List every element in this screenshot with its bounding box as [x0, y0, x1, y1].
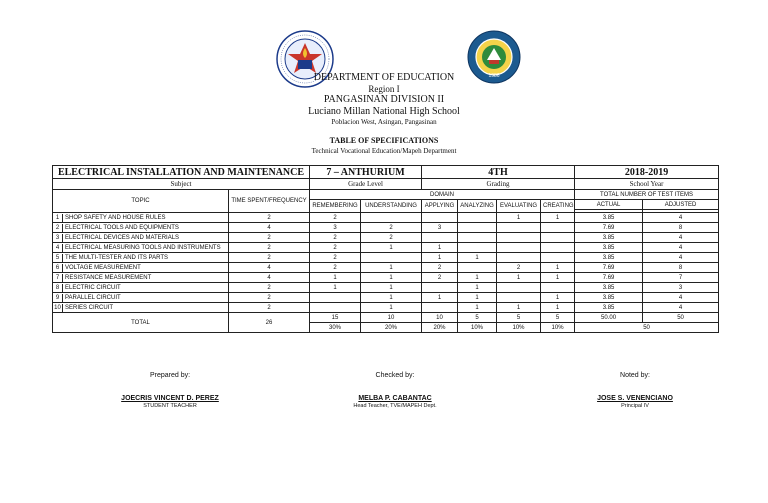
totals-row — [53, 313, 719, 323]
topic-name: SHOP SAFETY AND HOUSE RULES — [65, 214, 166, 221]
topic-cell — [53, 303, 229, 313]
topic-name: THE MULTI-TESTER AND ITS PARTS — [65, 254, 169, 261]
applying-cell: 3 — [422, 223, 458, 233]
total-adjusted: 50 — [643, 313, 719, 323]
signature-noted — [565, 372, 705, 409]
topic-header: TOPIC — [53, 190, 229, 213]
time-cell: 2 — [229, 243, 310, 253]
school-name: Luciano Millan National High School — [308, 106, 460, 117]
adjusted-cell: 4 — [643, 213, 719, 223]
topic-cell — [53, 233, 229, 243]
topic-number: 8 — [53, 284, 63, 292]
checked-by-label: Checked by: — [375, 372, 415, 379]
evaluating-cell: 1 — [497, 303, 541, 313]
evaluating-cell: 1 — [497, 273, 541, 283]
evaluating-cell — [497, 293, 541, 303]
creating-cell: 1 — [541, 293, 575, 303]
topic-number: 10 — [53, 304, 63, 312]
evaluating-cell: 2 — [497, 263, 541, 273]
analyzing-cell: 1 — [458, 283, 497, 293]
topic-number: 5 — [53, 254, 63, 262]
time-cell: 2 — [229, 283, 310, 293]
grade-level-caption: Grade Level — [310, 179, 422, 190]
topic-cell — [53, 283, 229, 293]
evaluating-cell — [497, 223, 541, 233]
time-cell: 2 — [229, 303, 310, 313]
remembering-header: REMEMBERING — [310, 200, 361, 213]
total-time: 26 — [229, 313, 310, 333]
actual-cell: 3.85 — [575, 293, 643, 303]
analyzing-cell — [458, 233, 497, 243]
adjusted-cell: 4 — [643, 243, 719, 253]
actual-cell: 7.69 — [575, 273, 643, 283]
items-total: 50 — [575, 323, 719, 333]
grading-caption: Grading — [422, 179, 575, 190]
adjusted-cell: 8 — [643, 223, 719, 233]
applying-cell: 2 — [422, 263, 458, 273]
table-row — [53, 283, 719, 293]
topic-number: 6 — [53, 264, 63, 272]
analyzing-cell — [458, 213, 497, 223]
checked-by-name: MELBA P. CABANTAC — [358, 395, 432, 402]
table-of-specifications — [52, 165, 719, 333]
pct-analyzing: 10% — [458, 323, 497, 333]
applying-cell: 2 — [422, 273, 458, 283]
pct-evaluating: 10% — [497, 323, 541, 333]
table-row — [53, 233, 719, 243]
understanding-cell: 1 — [361, 243, 422, 253]
topic-name: ELECTRICAL DEVICES AND MATERIALS — [65, 234, 180, 241]
actual-cell: 3.85 — [575, 283, 643, 293]
applying-cell — [422, 213, 458, 223]
signature-checked — [320, 372, 470, 409]
topic-name: ELECTRICAL TOOLS AND EQUIPMENTS — [65, 224, 179, 231]
remembering-cell: 2 — [310, 213, 361, 223]
creating-cell: 1 — [541, 263, 575, 273]
evaluating-header: EVALUATING — [497, 200, 541, 213]
topic-cell — [53, 243, 229, 253]
applying-cell — [422, 303, 458, 313]
analyzing-cell — [458, 243, 497, 253]
creating-cell — [541, 283, 575, 293]
actual-cell: 3.85 — [575, 243, 643, 253]
analyzing-header: ANALYZING — [458, 200, 497, 213]
school-year-value: 2018-2019 — [575, 166, 719, 179]
understanding-cell — [361, 213, 422, 223]
topic-number: 3 — [53, 234, 63, 242]
checked-by-title: Head Teacher, TVE/MAPEH Dept. — [353, 403, 437, 409]
topic-cell — [53, 273, 229, 283]
time-cell: 2 — [229, 253, 310, 263]
adjusted-header: ADJUSTED — [643, 200, 719, 210]
topic-name: RESISTANCE MEASUREMENT — [65, 274, 152, 281]
understanding-cell — [361, 253, 422, 263]
table-row — [53, 243, 719, 253]
actual-cell: 3.85 — [575, 253, 643, 263]
table-row — [53, 253, 719, 263]
applying-cell: 1 — [422, 253, 458, 263]
grade-level-value: 7 – ANTHURIUM — [310, 166, 422, 179]
creating-cell — [541, 223, 575, 233]
analyzing-cell: 1 — [458, 303, 497, 313]
evaluating-cell — [497, 253, 541, 263]
department-heading: DEPARTMENT OF EDUCATION — [313, 72, 455, 83]
table-row — [53, 223, 719, 233]
evaluating-cell — [497, 283, 541, 293]
table-row — [53, 263, 719, 273]
actual-cell: 7.69 — [575, 223, 643, 233]
adjusted-cell: 4 — [643, 253, 719, 263]
understanding-cell: 1 — [361, 273, 422, 283]
total-evaluating: 5 — [497, 313, 541, 323]
understanding-cell: 2 — [361, 223, 422, 233]
remembering-cell: 1 — [310, 273, 361, 283]
subject-value: ELECTRICAL INSTALLATION AND MAINTENANCE — [53, 166, 310, 179]
division-heading: PANGASINAN DIVISION II — [323, 94, 445, 105]
document-title: TABLE OF SPECIFICATIONS — [329, 136, 439, 145]
remembering-cell: 3 — [310, 223, 361, 233]
time-spent-header: TIME SPENT/FREQUENCY — [229, 190, 310, 213]
topic-number: 4 — [53, 244, 63, 252]
table-row — [53, 213, 719, 223]
adjusted-cell: 3 — [643, 283, 719, 293]
seal-year: 1986 — [488, 73, 500, 79]
pct-applying: 20% — [422, 323, 458, 333]
table-row — [53, 303, 719, 313]
applying-cell — [422, 233, 458, 243]
applying-cell — [422, 283, 458, 293]
understanding-cell: 1 — [361, 263, 422, 273]
domain-header: DOMAIN — [310, 190, 575, 200]
noted-by-title: Principal IV — [621, 403, 649, 409]
noted-by-label: Noted by: — [620, 372, 650, 379]
prepared-by-label: Prepared by: — [149, 372, 191, 379]
time-cell: 2 — [229, 213, 310, 223]
topic-cell — [53, 253, 229, 263]
analyzing-cell: 1 — [458, 253, 497, 263]
adjusted-cell: 8 — [643, 263, 719, 273]
topic-cell — [53, 293, 229, 303]
topic-number: 2 — [53, 224, 63, 232]
total-remembering: 15 — [310, 313, 361, 323]
time-cell: 4 — [229, 273, 310, 283]
actual-cell: 3.85 — [575, 213, 643, 223]
evaluating-cell: 1 — [497, 213, 541, 223]
signature-prepared — [100, 372, 240, 409]
total-understanding: 10 — [361, 313, 422, 323]
applying-cell: 1 — [422, 293, 458, 303]
topic-cell — [53, 213, 229, 223]
analyzing-cell: 1 — [458, 293, 497, 303]
total-analyzing: 5 — [458, 313, 497, 323]
remembering-cell: 2 — [310, 233, 361, 243]
region-heading: Region I — [368, 84, 400, 94]
remembering-cell: 2 — [310, 253, 361, 263]
document-subtitle: Technical Vocational Education/Mapeh Department — [311, 147, 457, 155]
applying-header: APPLYING — [422, 200, 458, 213]
creating-cell — [541, 253, 575, 263]
school-address: Poblacion West, Asingan, Pangasinan — [331, 118, 437, 126]
evaluating-cell — [497, 233, 541, 243]
topic-name: ELECTRICAL MEASURING TOOLS AND INSTRUMENTS — [65, 244, 221, 251]
remembering-cell — [310, 293, 361, 303]
total-actual: 50.00 — [575, 313, 643, 323]
total-applying: 10 — [422, 313, 458, 323]
prepared-by-title: STUDENT TEACHER — [143, 403, 197, 409]
remembering-cell: 1 — [310, 283, 361, 293]
topic-name: PARALLEL CIRCUIT — [65, 294, 121, 301]
analyzing-cell — [458, 223, 497, 233]
understanding-header: UNDERSTANDING — [361, 200, 422, 213]
pct-creating: 10% — [541, 323, 575, 333]
topic-number: 1 — [53, 214, 63, 222]
table-row — [53, 273, 719, 283]
creating-cell: 1 — [541, 213, 575, 223]
creating-cell — [541, 233, 575, 243]
actual-header: ACTUAL — [575, 200, 643, 210]
time-cell: 4 — [229, 223, 310, 233]
understanding-cell: 1 — [361, 293, 422, 303]
topic-name: SERIES CIRCUIT — [65, 304, 114, 311]
prepared-by-name: JOECRIS VINCENT D. PEREZ — [121, 395, 219, 402]
table-row — [53, 293, 719, 303]
actual-cell: 3.85 — [575, 303, 643, 313]
actual-cell: 7.69 — [575, 263, 643, 273]
topic-name: VOLTAGE MEASUREMENT — [65, 264, 141, 271]
topic-number: 9 — [53, 294, 63, 302]
creating-cell: 1 — [541, 273, 575, 283]
remembering-cell — [310, 303, 361, 313]
topic-number: 7 — [53, 274, 63, 282]
remembering-cell: 2 — [310, 243, 361, 253]
evaluating-cell — [497, 243, 541, 253]
remembering-cell: 2 — [310, 263, 361, 273]
adjusted-cell: 4 — [643, 293, 719, 303]
time-cell: 4 — [229, 263, 310, 273]
topic-name: ELECTRIC CIRCUIT — [65, 284, 121, 291]
understanding-cell: 1 — [361, 283, 422, 293]
creating-cell — [541, 243, 575, 253]
applying-cell: 1 — [422, 243, 458, 253]
pct-understanding: 20% — [361, 323, 422, 333]
understanding-cell: 2 — [361, 233, 422, 243]
topic-cell — [53, 223, 229, 233]
noted-by-name: JOSE S. VENENCIANO — [597, 395, 673, 402]
actual-cell: 3.85 — [575, 233, 643, 243]
school-year-caption: School Year — [575, 179, 719, 190]
total-creating: 5 — [541, 313, 575, 323]
subject-caption: Subject — [53, 179, 310, 190]
understanding-cell: 1 — [361, 303, 422, 313]
adjusted-cell: 4 — [643, 303, 719, 313]
time-cell: 2 — [229, 293, 310, 303]
pct-remembering: 30% — [310, 323, 361, 333]
adjusted-cell: 7 — [643, 273, 719, 283]
total-items-header: TOTAL NUMBER OF TEST ITEMS — [575, 190, 719, 200]
total-label: TOTAL — [53, 313, 229, 333]
grading-value: 4TH — [422, 166, 575, 179]
creating-cell: 1 — [541, 303, 575, 313]
creating-header: CREATING — [541, 200, 575, 213]
adjusted-cell: 4 — [643, 233, 719, 243]
time-cell: 2 — [229, 233, 310, 243]
analyzing-cell: 1 — [458, 273, 497, 283]
topic-cell — [53, 263, 229, 273]
analyzing-cell — [458, 263, 497, 273]
